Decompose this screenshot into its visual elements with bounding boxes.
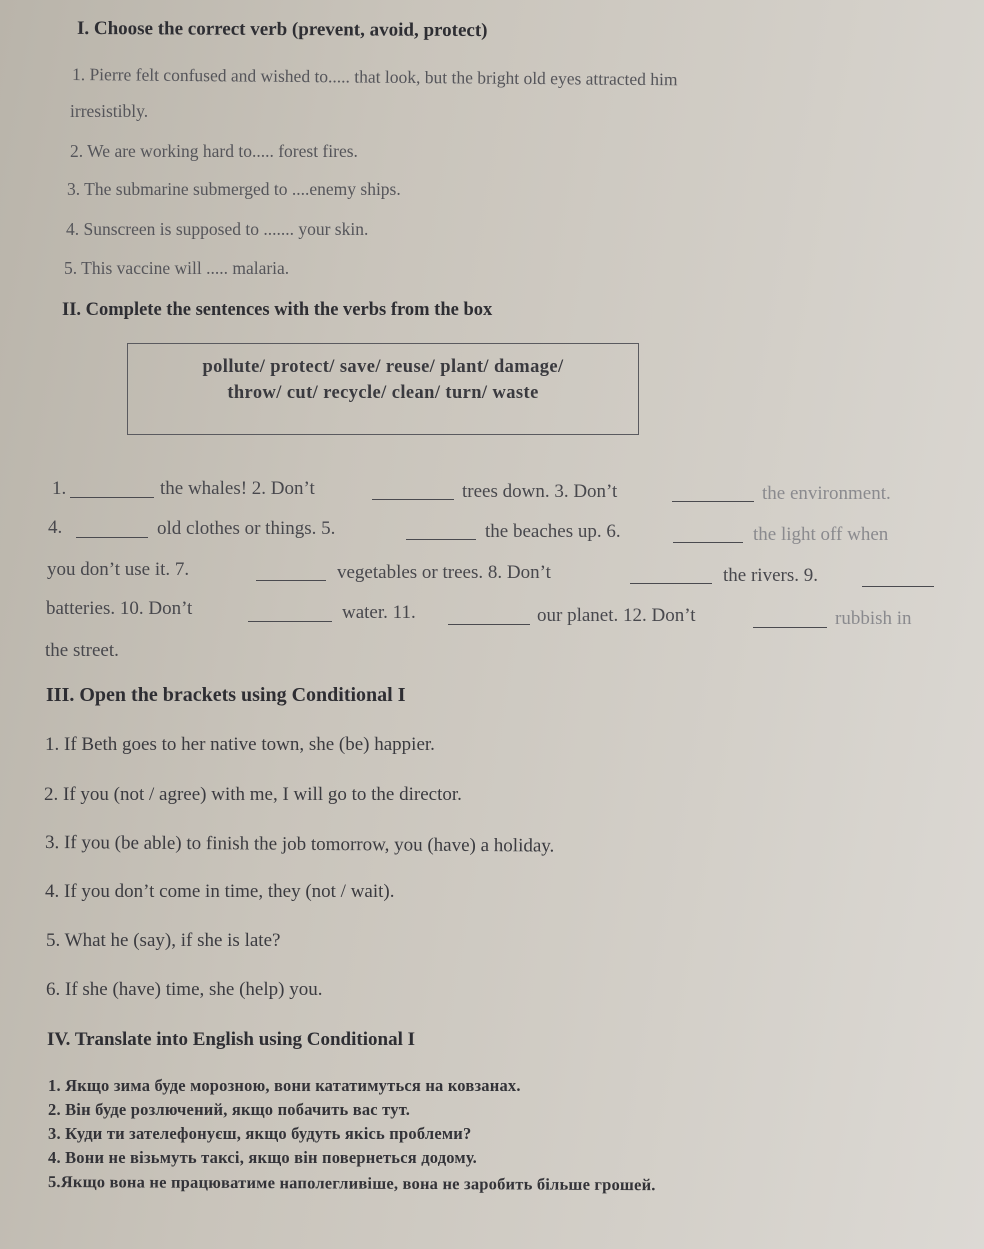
answer-blank-1[interactable] <box>70 497 154 498</box>
answer-blank-11[interactable] <box>448 624 530 625</box>
section-4-item-5: 5.Якщо вона не працюватиме наполегливіше, вона не заробить більше грошей. <box>47 1172 656 1195</box>
answer-blank-2[interactable] <box>372 499 454 500</box>
section-3-item-1: 1. If Beth goes to her native town, she (be) happier. <box>45 734 435 755</box>
answer-blank-10[interactable] <box>248 621 332 622</box>
section-1-item-4: 4. Sunscreen is supposed to ....... your skin. <box>66 219 369 239</box>
fill-text: the whales! 2. Don’t <box>160 478 315 499</box>
fill-text: 4. <box>48 517 63 538</box>
section-3-item-4: 4. If you don’t come in time, they (not / wait). <box>45 881 395 902</box>
answer-blank-12[interactable] <box>753 627 827 628</box>
fill-text: trees down. 3. Don’t <box>462 481 618 502</box>
fill-text: 1. <box>52 478 67 499</box>
fill-text: old clothes or things. 5. <box>157 518 336 539</box>
fill-text: you don’t use it. 7. <box>47 559 190 580</box>
fill-text: the environment. <box>762 483 891 504</box>
section-4-item-3: 3. Куди ти зателефонуєш, якщо будуть якісь проблеми? <box>48 1124 472 1143</box>
section-1-item-1-cont: irresistibly. <box>70 101 149 121</box>
answer-blank-3[interactable] <box>672 501 754 502</box>
answer-blank-9[interactable] <box>862 586 934 587</box>
section-3-item-6: 6. If she (have) time, she (help) you. <box>46 979 323 1000</box>
section-3-item-2: 2. If you (not / agree) with me, I will go to the director. <box>44 784 462 805</box>
verb-box-line-1: pollute/ protect/ save/ reuse/ plant/ damage/ <box>202 357 564 377</box>
section-3-heading: III. Open the brackets using Conditional I <box>46 684 406 706</box>
verb-box <box>127 343 639 435</box>
section-3-item-3: 3. If you (be able) to finish the job tomorrow, you (have) a holiday. <box>44 832 555 857</box>
section-3-item-5: 5. What he (say), if she is late? <box>46 930 281 951</box>
fill-text: the street. <box>45 640 119 661</box>
answer-blank-8[interactable] <box>630 583 712 584</box>
verb-box-line-2: throw/ cut/ recycle/ clean/ turn/ waste <box>227 383 539 403</box>
answer-blank-5[interactable] <box>406 539 476 540</box>
section-4-item-4: 4. Вони не візьмуть таксі, якщо він повернеться додому. <box>48 1148 477 1167</box>
answer-blank-4[interactable] <box>76 537 148 538</box>
section-1-item-1: 1. Pierre felt confused and wished to..... that look, but the bright old eyes attracted him <box>71 64 678 90</box>
section-1-heading: I. Choose the correct verb (prevent, avoid, protect) <box>76 17 488 42</box>
section-4-heading: IV. Translate into English using Conditional I <box>47 1029 415 1050</box>
section-2-heading: II. Complete the sentences with the verbs from the box <box>62 300 493 320</box>
fill-text: the light off when <box>753 524 889 545</box>
section-4-item-1: 1. Якщо зима буде морозною, вони кататимуться на ковзанах. <box>48 1076 521 1095</box>
section-1-item-5: 5. This vaccine will ..... malaria. <box>64 258 290 278</box>
section-1-item-3: 3. The submarine submerged to ....enemy ships. <box>67 179 401 199</box>
fill-text: the beaches up. 6. <box>485 521 621 542</box>
section-4-item-2: 2. Він буде розлючений, якщо побачить вас тут. <box>48 1100 411 1119</box>
fill-text: water. 11. <box>342 602 416 623</box>
fill-text: vegetables or trees. 8. Don’t <box>337 562 551 583</box>
section-1-item-2: 2. We are working hard to..... forest fires. <box>70 141 358 161</box>
answer-blank-7[interactable] <box>256 580 326 581</box>
answer-blank-6[interactable] <box>673 542 743 543</box>
fill-text: the rivers. 9. <box>723 565 818 586</box>
fill-text: batteries. 10. Don’t <box>46 598 193 619</box>
fill-text: our planet. 12. Don’t <box>537 605 696 626</box>
fill-text: rubbish in <box>835 608 912 629</box>
